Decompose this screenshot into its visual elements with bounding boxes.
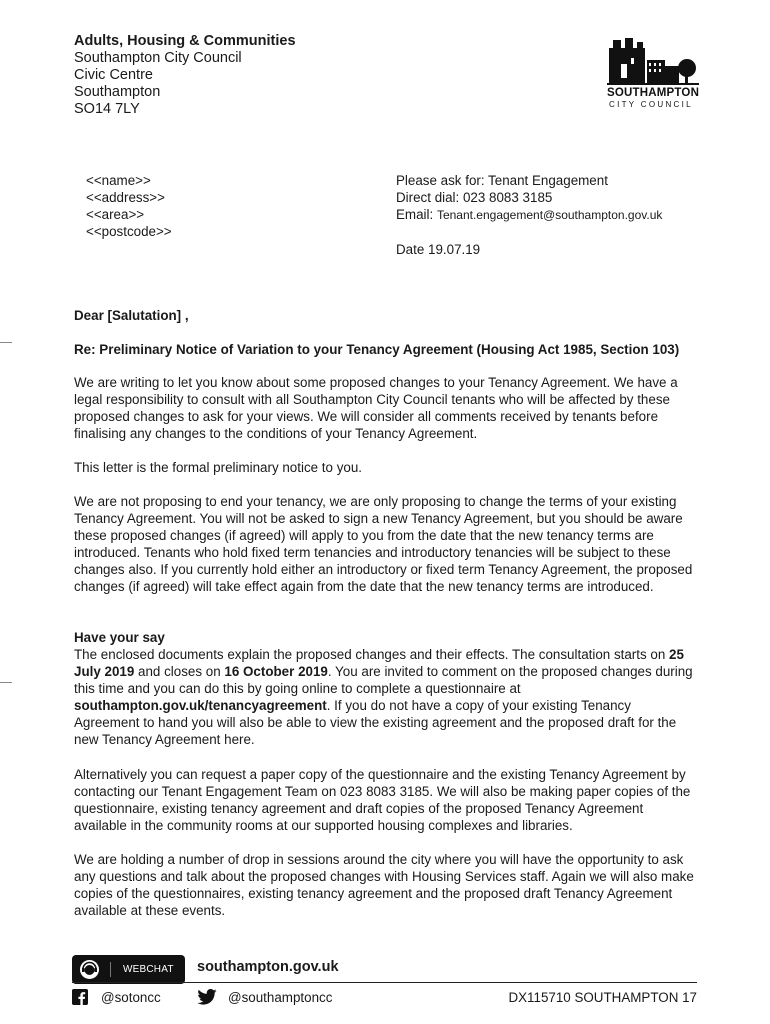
paragraph: [74, 493, 699, 595]
questionnaire-link[interactable]: southampton.gov.uk/tenancyagreement: [74, 698, 327, 713]
facebook-icon[interactable]: [72, 989, 88, 1005]
section-heading: Have your say: [74, 630, 165, 645]
direct-dial: Direct dial: 023 8083 3185: [396, 190, 553, 205]
logo-subtitle: CITY COUNCIL: [609, 100, 693, 109]
webchat-label: WEBCHAT: [123, 964, 174, 975]
paragraph-text: We are not proposing to end your tenancy, we are only proposing to change the terms of your existing Tenancy Agreement. You will not be asked to sign a new Tenancy Agreement, but you should be aware these proposed changes (if agreed) will apply to you from the date that the new tenancy terms are introduced. Tenants who hold fixed term tenancies and introductory tenancies will be subject to these changes also. If you currently hold either an introductory or fixed term Tenancy Agreement, the proposed changes (if agreed) will take effect again from the date that the new tenancy terms are introduced.: [74, 494, 693, 594]
sender-line: Southampton City Council: [74, 50, 242, 66]
sender-line: SO14 7LY: [74, 101, 140, 117]
text-run: and closes on: [134, 664, 225, 679]
paragraph: [74, 459, 699, 476]
webchat-button[interactable]: [72, 955, 185, 984]
subject-line: Re: Preliminary Notice of Variation to your Tenancy Agreement (Housing Act 1985, Section 103): [74, 342, 680, 357]
paragraph-text: [74, 646, 699, 748]
recipient-line: <<address>>: [86, 190, 165, 205]
fold-mark: [0, 682, 12, 683]
webchat-divider: [110, 962, 111, 977]
have-your-say-section: [74, 629, 699, 748]
paragraph-text: We are holding a number of drop in sessions around the city where you will have the opportunity to ask any questions and talk about the proposed changes with Housing Services staff. Again we will also make copies of the questionnaires, existing tenancy agreement and the proposed draft Tenancy Agreement available at these events.: [74, 852, 694, 918]
consultation-end-date: 16 October 2019: [224, 664, 328, 679]
sender-line: Southampton: [74, 84, 161, 100]
paragraph: [74, 851, 699, 919]
text-run: . If you do not have a copy of your existing Tenancy Agreement to hand you will also be able to view the existing agreement and the proposed draft for the new Tenancy Agreement here.: [74, 698, 677, 747]
sender-department: Adults, Housing & Communities: [74, 33, 296, 49]
sender-address: [74, 33, 296, 118]
paragraph-text: Alternatively you can request a paper copy of the questionnaire and the existing Tenancy Agreement by contacting our Tenant Engagement Team on 023 8083 3185. We will also be making paper copies of the questionnaire, existing tenancy agreement and draft copies of the proposed Tenancy Agreement available in the community rooms at our supported housing complexes and libraries.: [74, 767, 691, 833]
logo-name: SOUTHAMPTON: [607, 87, 700, 99]
recipient-address: [86, 172, 172, 240]
recipient-line: <<area>>: [86, 207, 145, 222]
paragraph-text: We are writing to let you know about some proposed changes to your Tenancy Agreement. We have a legal responsibility to consult with all Southampton City Council tenants who will be affected by these proposed changes to ask for your views. We will consider all comments received by tenants before finalising any changes to the conditions of your Tenancy Agreement.: [74, 375, 678, 441]
paragraph-text: This letter is the formal preliminary notice to you.: [74, 460, 363, 475]
text-run: . You are invited to comment on the proposed changes during this time and you can do this by going online to complete a questionnaire at: [74, 664, 693, 696]
footer-divider: [72, 982, 697, 983]
email-label: Email:: [396, 207, 437, 222]
email-address[interactable]: Tenant.engagement@southampton.gov.uk: [436, 208, 663, 222]
facebook-handle[interactable]: @sotoncc: [101, 990, 161, 1005]
website-link[interactable]: southampton.gov.uk: [197, 959, 339, 975]
salutation: Dear [Salutation] ,: [74, 308, 189, 323]
contact-details: [396, 172, 662, 258]
recipient-line: <<name>>: [86, 173, 151, 188]
twitter-handle[interactable]: @southamptoncc: [228, 990, 333, 1005]
sender-line: Civic Centre: [74, 67, 153, 83]
text-run: The enclosed documents explain the proposed changes and their effects. The consultation starts on: [74, 647, 670, 662]
email-line: [396, 206, 662, 224]
recipient-line: <<postcode>>: [86, 224, 172, 239]
ask-for: Please ask for: Tenant Engagement: [396, 173, 608, 188]
consultation-start-date: 25 July 2019: [74, 647, 684, 679]
twitter-icon[interactable]: [197, 989, 217, 1005]
fold-mark: [0, 342, 12, 343]
paragraph: [74, 766, 699, 834]
dx-address: DX115710 SOUTHAMPTON 17: [508, 990, 697, 1005]
webchat-headset-icon: [79, 959, 100, 980]
letter-date: Date 19.07.19: [396, 242, 481, 257]
paragraph: [74, 374, 699, 442]
